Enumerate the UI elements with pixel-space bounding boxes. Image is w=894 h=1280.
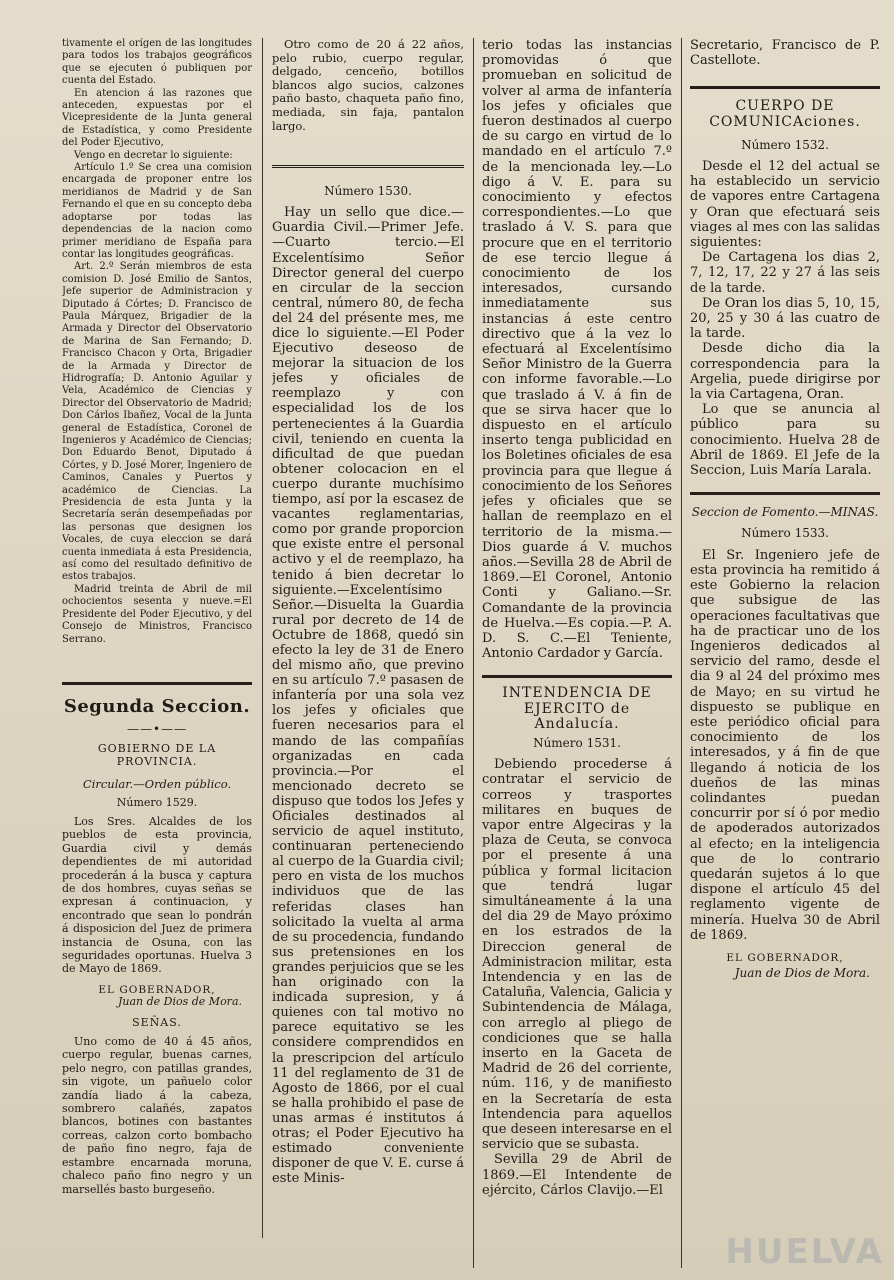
notice-number: Número 1531. <box>533 735 621 750</box>
ornament: ——•—— <box>126 721 188 736</box>
section-divider <box>482 675 672 678</box>
signature-name: Juan de Dios de Mora. <box>734 966 870 981</box>
column-rule <box>681 38 682 1268</box>
paragraph: En atencion á las razones que anteceden, expuestas por el Vicepresidente de la Junta general de Estadística, y como Presidente del Poder Ejecutivo, <box>62 87 252 149</box>
column-1 <box>62 38 252 1268</box>
paragraph: Otro como de 20 á 22 años, pelo rubio, cuerpo regular, delgado, cenceño, botillos blancos algo sucios, calzones paño basto, chaqueta paño fino, mediada, sin faja, pantalon largo. <box>272 38 464 133</box>
article-1: Artículo 1.º Se crea una comision encargada de proponer entre los meridianos de Madrid y de San Fernando el que en su concepto deba adoptarse por todas las dependencias de la nacion como primer meridiano de España para contar las longitudes geográficas. <box>62 162 252 260</box>
notice-number: Número 1532. <box>741 137 829 152</box>
gobierno-heading: GOBIERNO DE LA PROVINCIA. <box>97 742 217 768</box>
paragraph: Secretario, Francisco de P. Castellote. <box>690 38 880 69</box>
article-2: Art. 2.º Serán miembros de esta comision D. José Emilio de Santos, Jefe superior de Administracion y Diputado á Córtes; D. Francisco de Paula Márquez, Brigadier de la Armada y Director del Observatorio de Marina de San Fernando; D. Francisco Chacon y Orta, Brigadier de la Armada y Director de Hidrografía; D. Antonio Aguilar y Vela, Académico de Ciencias y Director del Observatorio de Madrid; Don Cárlos Ibañez, Vocal de la Junta general de Estadística, Coronel de Ingenieros y Académico de Ciencias; Don Eduardo Benot, Diputado á Córtes, y D. José Morer, Ingeniero de Caminos, Canales y Puertos y académico de Ciencias. La Presidencia de esta Junta y la Secretaría serán desempeñadas por las personas que designen los Vocales, de cuya eleccion se dará cuenta inmediata á esta Presidencia, así como del resultado definitivo de estos trabajos. <box>62 261 252 583</box>
paragraph: Lo que se anuncia al público para su conocimiento. Huelva 28 de Abril de 1869. El Jefe de la Seccion, Luis María Larala. <box>690 402 880 479</box>
notice-number: Número 1530. <box>324 184 412 199</box>
column-2 <box>272 38 464 1268</box>
decree-signature: Madrid treinta de Abril de mil ochocientos sesenta y nueve.=El Presidente del Poder Ejecutivo, y del Consejo de Ministros, Francisco Serrano. <box>62 583 252 645</box>
paragraph: De Oran los dias 5, 10, 15, 20, 25 y 30 á las cuatro de la tarde. <box>690 295 880 342</box>
paragraph: Desde el 12 del actual se ha establecido un servicio de vapores entre Cartagena y Oran que efectuará seis viages al mes con las salidas siguientes: <box>690 159 880 251</box>
paragraph: Los Sres. Alcaldes de los pueblos de esta provincia, Guardia civil y demás dependientes de mi autoridad procederán á la busca y captura de dos hombres, cuyas señas se expresan á continuacion, y encontrado que sean lo pondrán á disposicion del Juez de primera instancia de Osuna, con las seguridades oportunas. Huelva 3 de Mayo de 1869. <box>62 814 252 976</box>
section-divider <box>62 682 252 685</box>
paragraph: El Sr. Ingeniero jefe de esta provincia ha remitido á este Gobierno la relacion que subsigue de las operaciones facultativas que ha de practicar uno de los Ingenieros dedicados al servicio del ramo, desde el dia 9 al 24 del próximo mes de Mayo; en su virtud he dispuesto se publique en este periódico oficial para conocimiento de los interesados, y á fin de que llegando á noticia de los dueños de las minas colindantes puedan concurrir por sí ó por medio de apoderados autorizados al efecto; en la inteligencia que de lo contrario quedarán sujetos á lo que dispone el artículo 45 del reglamento vigente de minería. Huelva 30 de Abril de 1869. <box>690 547 880 943</box>
signature-title: EL GOBERNADOR, <box>726 951 844 964</box>
paragraph: Desde dicho dia la correspondencia para la Argelia, puede dirigirse por la via Cartagena, Oran. <box>690 341 880 403</box>
paragraph: Uno como de 40 á 45 años, cuerpo regular, buenas carnes, pelo negro, con patillas grandes, sin vigote, un pañuelo color zandía liado á la cabeza, sombrero calañés, zapatos blancos, botines con bastantes correas, calzon corto bombacho de paño fino negro, faja de estambre encarnada moruna, chaleco paño fino negro y un marsellés basto burgeseño. <box>62 1035 252 1196</box>
notice-number: Número 1529. <box>116 795 198 809</box>
circular-heading: Circular.—Orden público. <box>82 777 232 792</box>
signature-name: Juan de Dios de Mora. <box>117 995 242 1009</box>
paragraph: Hay un sello que dice.—Guardia Civil.—Primer Jefe.—Cuarto tercio.—El Excelentísimo Señor Director general del cuerpo en circular de la seccion central, número 80, de fecha del 24 del présente mes, me dice lo siguiente.—El Poder Ejecutivo deseoso de mejorar la situacion de los jefes y oficiales de reemplazo y con especialidad los de los pertenecientes á la Guardia civil, teniendo en cuenta la dificultad de que puedan obtener colocacion en el cuerpo durante muchísimo tiempo, así por la escasez de vacantes reglamentarias, como por grande proporcion que existe entre el personal activo y el de reemplazo, ha tenido á bien decretar lo siguiente.—Excelentísimo Señor.—Disuelta la Guardia rural por decreto de 14 de Octubre de 1868, quedó sin efecto la ley de 31 de Enero del mismo año, que previno en su artículo 7.º pasasen de infantería por una sola vez los jefes y oficiales que fueren necesarios para el mando de las compañías organizadas en cada provincia.—Por el mencionado decreto se dispuso que todos los Jefes y Oficiales destinados al servicio de aquel instituto, continuaran perteneciendo al cuerpo de la Guardia civil; pero en vista de los muchos individuos que de las referidas clases han solicitado la vuelta al arma de su procedencia, fundando sus pretensiones en los grandes perjuicios que se les han originado con la indicada supresion, y á quienes con tal motivo no parece equitativo se les considere comprendidos en la prescripcion del artículo 11 del reglamento de 31 de Agosto de 1866, por el cual se halla prohibido el pase de unas armas é institutos á otras; el Poder Ejecutivo ha estimado conveniente disponer de que V. E. curse á este Minis- <box>272 205 464 1187</box>
signature-title: EL GOBERNADOR, <box>98 983 216 996</box>
paragraph: Sevilla 29 de Abril de 1869.—El Intendente de ejército, Cárlos Clavijo.—El <box>482 1152 672 1198</box>
senas-heading: SEÑAS. <box>132 1015 182 1029</box>
paragraph: De Cartagena los dias 2, 7, 12, 17, 22 y 27 á las seis de la tarde. <box>690 250 880 296</box>
intendencia-heading: INTENDENCIA DE EJERCITO de Andalucía. <box>502 685 652 732</box>
paragraph: Vengo en decretar lo siguiente: <box>74 149 233 161</box>
paragraph: tivamente el orígen de las longitudes para todos los trabajos geográficos que se ejecuten ó publiquen por cuenta del Estado. <box>62 38 252 87</box>
paragraph: Debiendo procederse á contratar el servicio de correos y trasportes militares en buques de vapor entre Algeciras y la plaza de Ceuta, se convoca por el presente á una pública y formal licitacion que tendrá lugar simultáneamente á la una del dia 29 de Mayo próximo en los estrados de la Direccion general de Administracion militar, esta Intendencia y en las de Cataluña, Valencia, Galicia y Subintendencia de Málaga, con arreglo al pliego de condiciones que se halla inserto en la Gaceta de Madrid de 26 del corriente, núm. 116, y de manifiesto en la Secretaría de esta Intendencia para aquellos que deseen interesarse en el servicio que se subasta. <box>482 757 672 1153</box>
column-rule <box>262 38 263 1238</box>
notice-number: Número 1533. <box>741 526 829 541</box>
fomento-heading: Seccion de Fomento.—MINAS. <box>691 505 879 520</box>
comunicaciones-heading: CUERPO DE COMUNICAciones. <box>709 98 861 130</box>
section-divider <box>690 86 880 89</box>
paragraph: terio todas las instancias promovidas ó que promueban en solicitud de volver al arma de infantería los jefes y oficiales que fueron destinados al cuerpo de su cargo en virtud de lo mandado en el artículo 7.º de la mencionada ley.—Lo digo á V. E. para su conocimiento y efectos correspondientes.—Lo que traslado á V. S. para que procure que en el territorio de ese tercio llegue á conocimiento de los interesados, cursando inmediatamente sus instancias á este centro directivo que á la vez lo efectuará al Excelentísimo Señor Ministro de la Guerra con informe favorable.—Lo que traslado á V. á fin de que se sirva hacer que lo dispuesto en el artículo inserto tenga publicidad en los Boletines oficiales de esa provincia para que llegue á conocimiento de los Señores jefes y oficiales que se hallan de reemplazo en el territorio de la misma.—Dios guarde á V. muchos años.—Sevilla 28 de Abril de 1869.—El Coronel, Antonio Conti y Galiano.—Sr. Comandante de la provincia de Huelva.—Es copia.—P. A. D. S. C.—El Teniente, Antonio Cardador y García. <box>482 38 672 662</box>
column-rule <box>473 38 474 1268</box>
column-3 <box>482 38 672 1268</box>
archive-watermark: HUELVA <box>725 1232 884 1272</box>
column-4 <box>690 38 880 1268</box>
section-divider <box>272 165 464 170</box>
section-divider <box>690 492 880 495</box>
section-title: Segunda Seccion. <box>63 695 251 717</box>
